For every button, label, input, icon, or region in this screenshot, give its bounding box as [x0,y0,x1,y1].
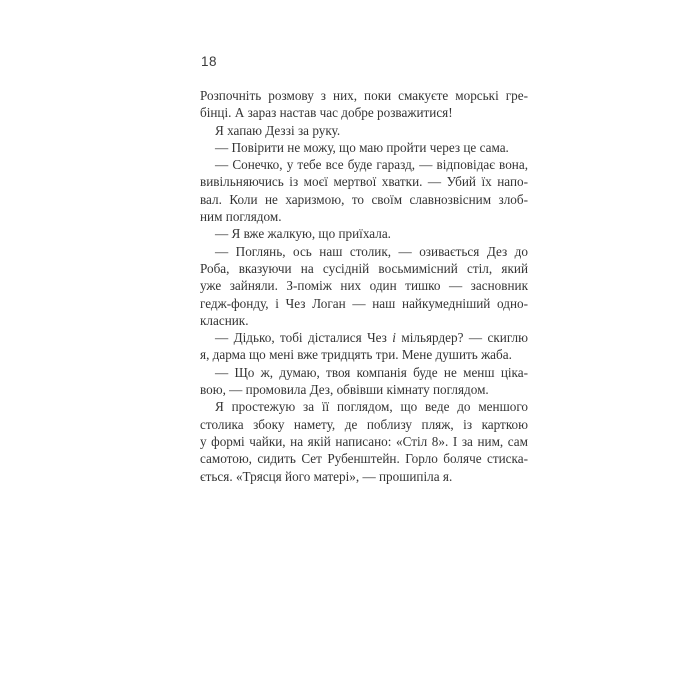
text-line: класник. [200,312,249,328]
italic-text: і [392,330,396,346]
text-line: — Я вже жалкую, що приїхала. [215,226,391,242]
text-line [200,329,528,346]
text-line: — Повірити не можу, що маю пройти через це сама. [215,139,509,155]
text-line: ється. «Трясця його матері», — прошипіла я. [200,468,453,484]
text-segment: мільярдер? — скиглю [395,330,528,346]
text-line: ним поглядом. [200,209,282,225]
text-line: — Сонечко, у тебе все буде гаразд, — відповідає вона, [215,157,528,173]
text-line: вою, — промовила Дез, обвівши кімнату поглядом. [200,382,489,398]
text-line: Роба, вказуючи на сусідній восьмимісний стіл, який [200,260,528,276]
text-line: вал. Коли не харизмою, то своїм славнозвісним злоб- [200,191,528,207]
text-line: бінці. А зараз настав час добре розважитися! [200,105,453,121]
text-block [200,87,528,485]
text-line: я, дарма що мені вже тридцять три. Мене душить жаба. [200,347,512,363]
text-line: Я хапаю Деззі за руку. [215,122,341,138]
text-line: — Що ж, думаю, твоя компанія буде не менш ціка- [215,364,528,380]
text-segment: — Дідько, тобі дісталися Чез [215,330,393,346]
text-line: уже зайняли. З-поміж них один тишко — засновник [200,278,528,294]
text-line: самотою, сидить Сет Рубенштейн. Горло боляче стиска- [200,451,528,467]
text-line: столика збоку намету, де поблизу пляж, із карткою [200,416,528,432]
text-line: Розпочніть розмову з них, поки смакуєте морські гре- [200,88,528,103]
text-line: гедж-фонду, і Чез Логан — наш найкумедніший одно- [200,295,528,311]
page-number: 18 [201,54,218,69]
text-line: вивільняючись із моєї мертвої хватки. — Убий їх напо- [200,174,528,190]
text-line: у формі чайки, на якій написано: «Стіл 8». І за ним, сам [200,433,528,449]
text-line: — Поглянь, ось наш столик, — озивається Дез до [215,243,528,259]
text-line: Я простежую за її поглядом, що веде до меншого [215,399,528,415]
